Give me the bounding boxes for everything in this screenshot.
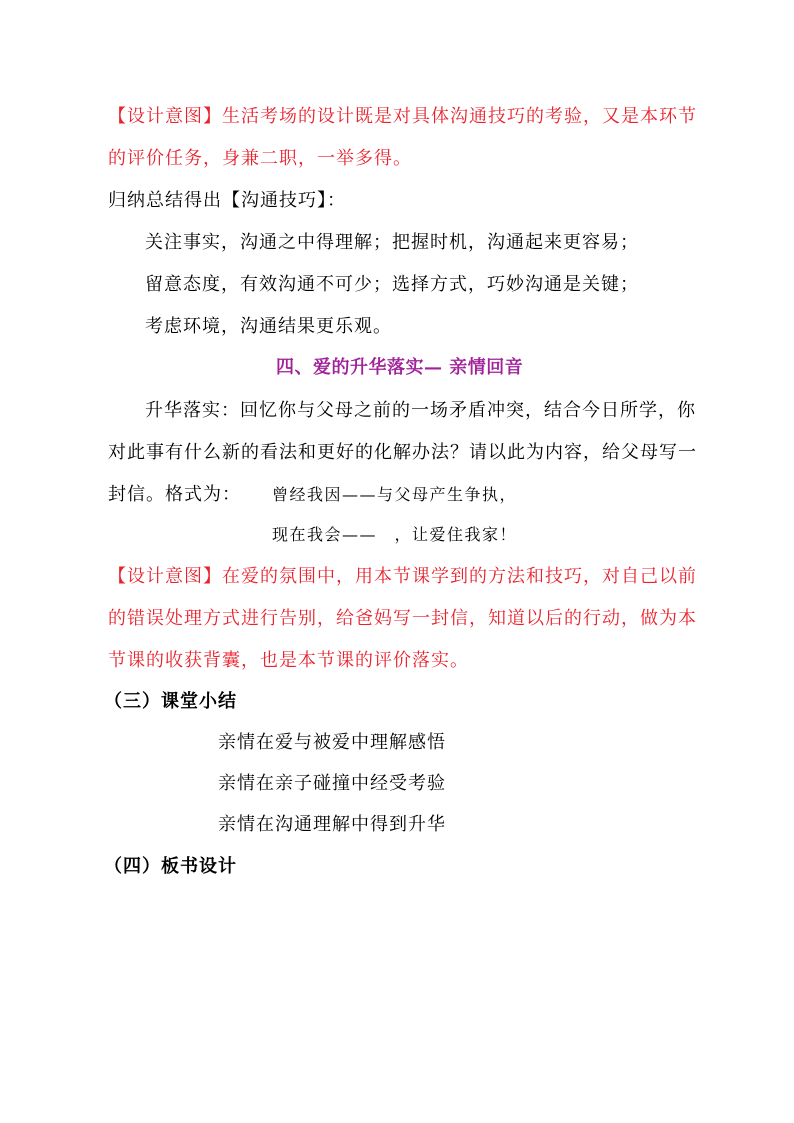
task-line-1: 升华落实：回忆你与父母之前的一场矛盾冲突，结合今日所学，你 [145,400,696,421]
summary-intro: 归纳总结得出【沟通技巧】： [108,190,346,211]
letter-format-line-2: 现在我会—— ，让爱住我家！ [272,525,518,544]
summary-point-1: 亲情在爱与被爱中理解感悟 [218,732,446,753]
tip-item-2: 留意态度，有效沟通不可少；选择方式，巧妙沟通是关键； [145,274,639,295]
design-intent-1-line-2: 的评价任务，身兼二职，一举多得。 [108,148,412,169]
design-intent-2-line-3: 节课的收获背囊，也是本节课的评价落实。 [108,650,469,671]
summary-point-3: 亲情在沟通理解中得到升华 [218,814,446,835]
tip-item-3: 考虑环境，沟通结果更乐观。 [145,316,392,337]
section-4-title: 四、爱的升华落实— 亲情回音 [276,357,524,378]
summary-point-2: 亲情在亲子碰撞中经受考验 [218,773,446,794]
task-line-2: 对此事有什么新的看法和更好的化解办法？请以此为内容，给父母写一 [108,442,697,463]
section-4-heading: （四）板书设计 [104,856,237,877]
tip-item-1: 关注事实，沟通之中得理解；把握时机，沟通起来更容易； [145,232,639,253]
task-line-3-prefix: 封信。格式为： [108,484,241,505]
design-intent-2-line-1: 【设计意图】在爱的氛围中，用本节课学到的方法和技巧，对自己以前 [108,566,697,587]
section-3-heading: （三）课堂小结 [104,691,237,712]
letter-format-line-1: 曾经我因——与父母产生争执， [272,485,518,504]
design-intent-1-line-1: 【设计意图】生活考场的设计既是对具体沟通技巧的考验，又是本环节 [108,106,697,127]
design-intent-2-line-2: 的错误处理方式进行告别，给爸妈写一封信，知道以后的行动，做为本 [108,608,697,629]
